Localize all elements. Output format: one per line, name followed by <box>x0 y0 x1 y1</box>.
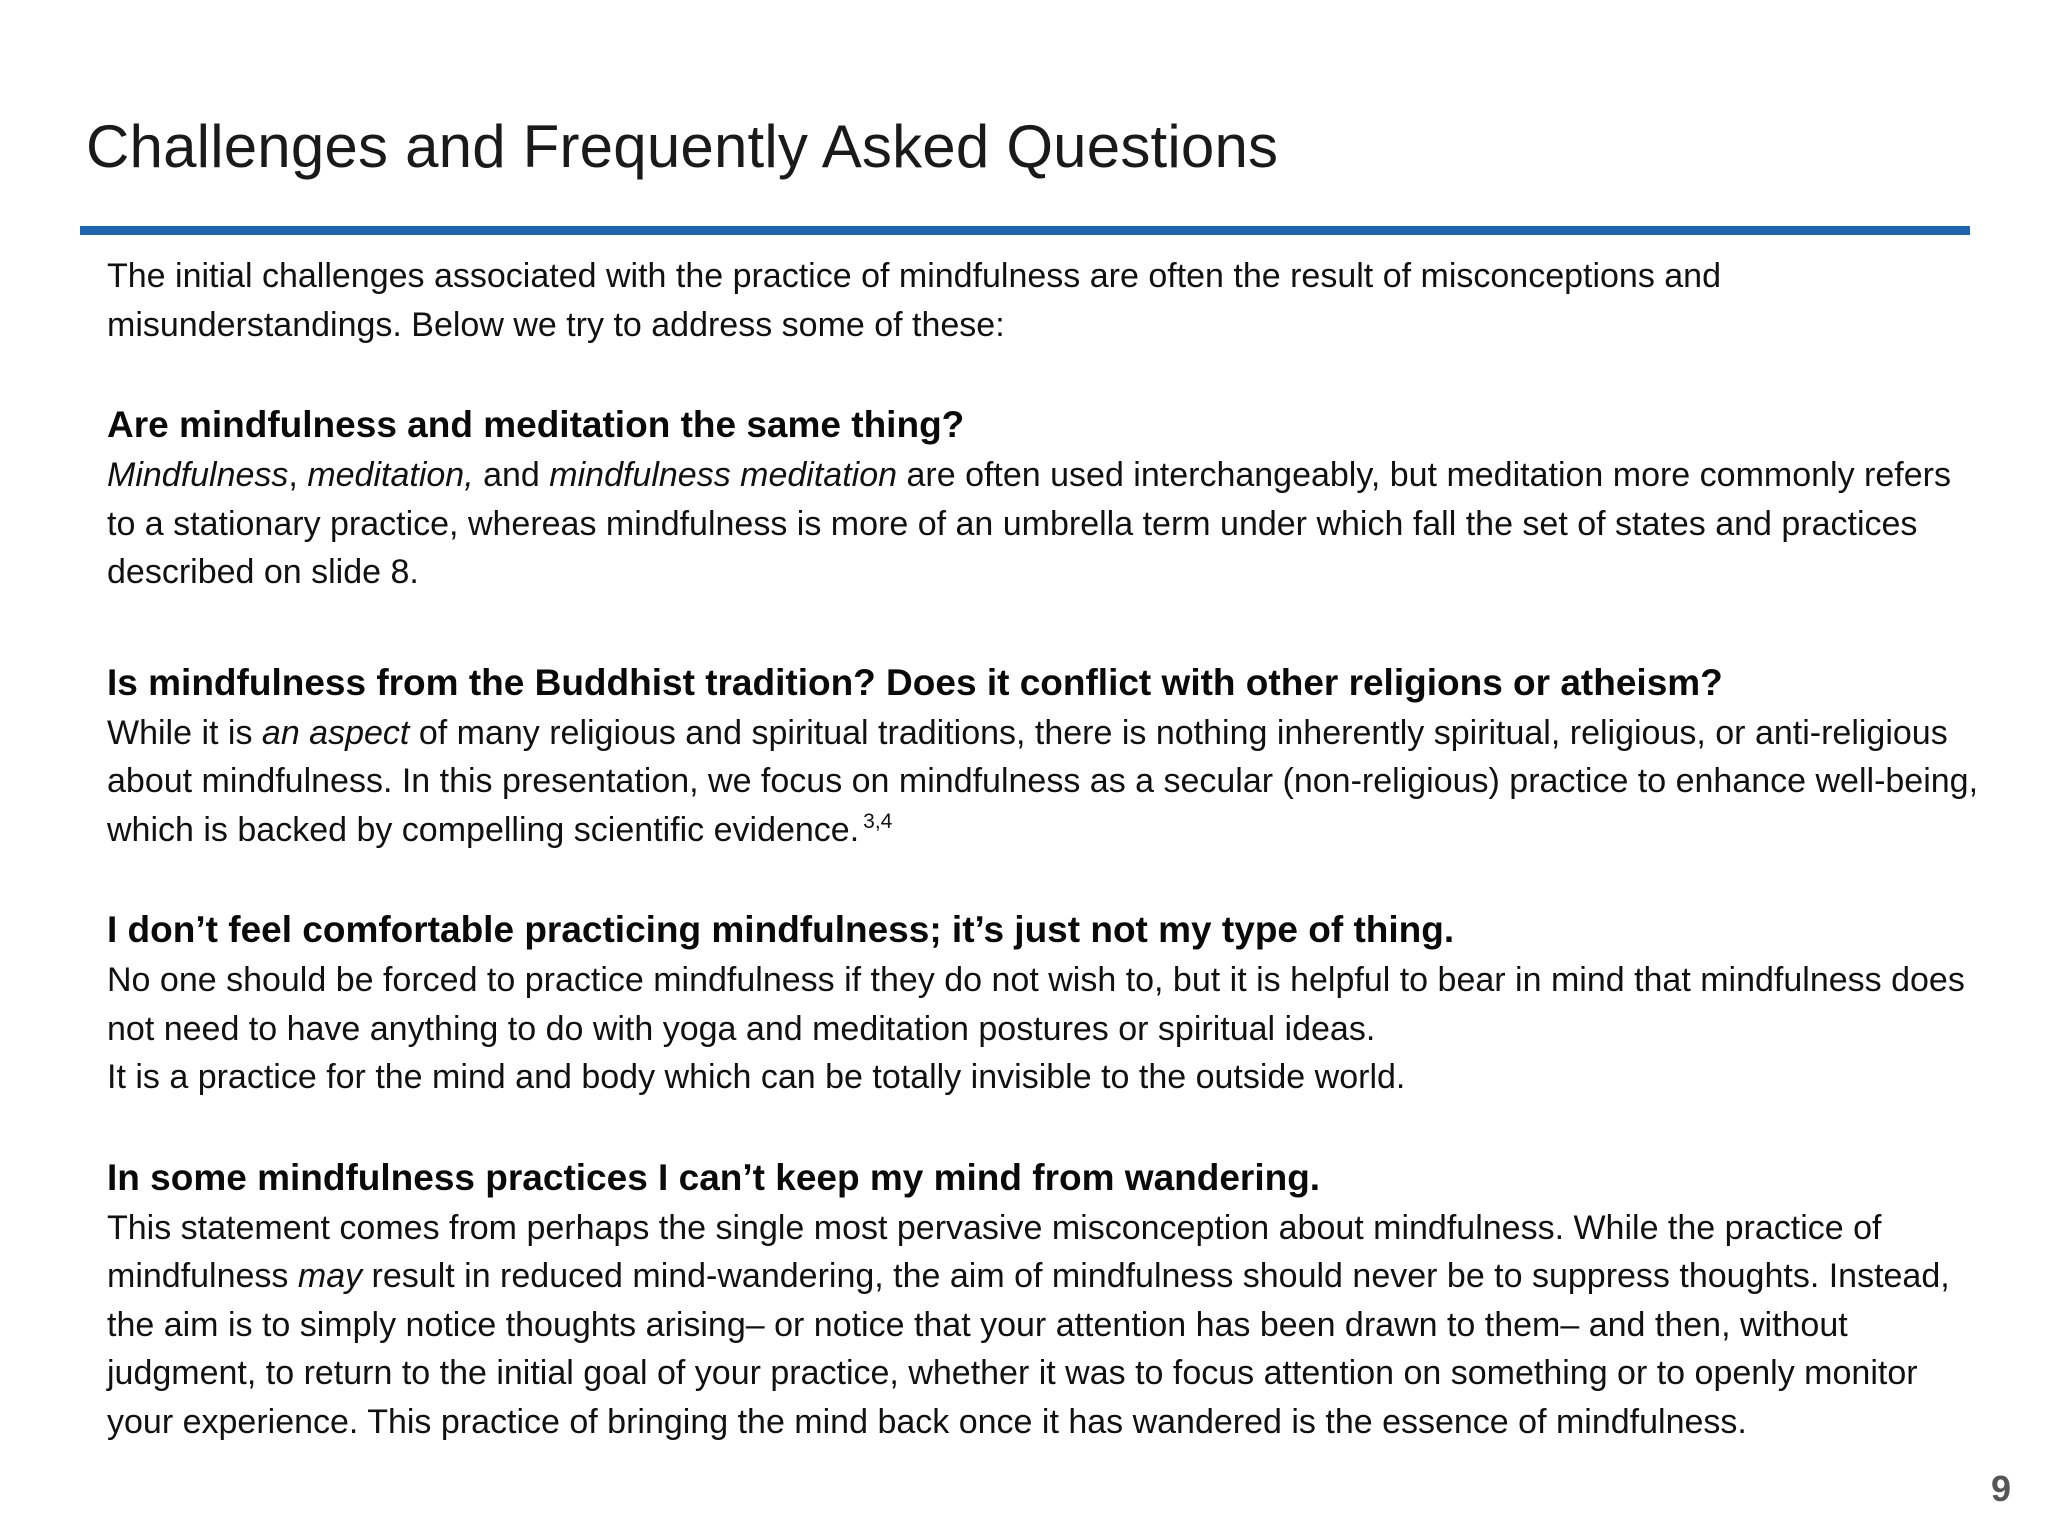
faq-answer <box>107 709 1987 855</box>
faq-question: Is mindfulness from the Buddhist tradition? Does it conflict with other religions or atheism? <box>107 661 1723 703</box>
reference-superscript: 3,4 <box>863 810 893 834</box>
page-number: 9 <box>1990 1468 2011 1509</box>
slide-title: Challenges and Frequently Asked Questions <box>86 113 1279 180</box>
answer-text: This statement comes from perhaps the single most pervasive misconception about mindfulness. While the practice of mindfulness <box>107 1208 1882 1295</box>
faq-item-buddhist-tradition <box>107 657 1987 855</box>
answer-text: and <box>473 456 550 494</box>
intro-paragraph: The initial challenges associated with the practice of mindfulness are often the result of misconceptions and misunderstandings. Below we try to address some of these: <box>107 257 1722 344</box>
faq-answer: No one should be forced to practice mindfulness if they do not wish to, but it is helpful to bear in mind that mindfulness does not need to have anything to do with yoga and meditation postures or spiritual ideas. <box>107 961 1965 1048</box>
answer-term: Mindfulness <box>107 456 289 494</box>
answer-text: , <box>288 456 308 494</box>
answer-term: meditation, <box>307 456 474 494</box>
answer-text: While it is <box>107 713 262 752</box>
answer-text: are often used interchangeably, but meditation more commonly refers to a stationary practice, whereas mindfulness is more of an umbrella term under which fall the set of states and practices described on slide 8. <box>107 456 1951 591</box>
title-divider <box>80 226 1970 235</box>
slide-body <box>107 252 1987 1496</box>
faq-question: In some mindfulness practices I can’t keep my mind from wandering. <box>107 1156 1321 1198</box>
faq-item-not-comfortable <box>107 904 1987 1102</box>
faq-answer <box>107 451 1987 597</box>
answer-text: of many religious and spiritual traditions, there is nothing inherently spiritual, religious, or anti-religious about mindfulness. In this presentation, we focus on mindfulness as a secular (non-religious) practice to enhance well-being, which is backed by compelling scientific evidence. <box>107 713 1979 849</box>
faq-item-same-thing <box>107 399 1987 597</box>
faq-item-mind-wandering <box>107 1152 1987 1447</box>
faq-question: I don’t feel comfortable practicing mindfulness; it’s just not my type of thing. <box>107 909 1455 950</box>
answer-emphasis: may <box>297 1257 363 1295</box>
faq-answer-continued: It is a practice for the mind and body which can be totally invisible to the outside world. <box>107 1058 1406 1096</box>
faq-question: Are mindfulness and meditation the same thing? <box>107 404 965 445</box>
answer-text: result in reduced mind-wandering, the aim of mindfulness should never be to suppress thoughts. Instead, the aim is to simply notice thoughts arising– or notice that your attention has been drawn to them– and then, without judgment, to return to the initial goal of your practice, whether it was to focus attention on something or to openly monitor your experience. This practice of bringing the mind back once it has wandered is the essence of mindfulness. <box>107 1257 1950 1441</box>
faq-answer <box>107 1204 1987 1447</box>
answer-emphasis: an aspect <box>261 713 410 752</box>
answer-term: mindfulness meditation <box>549 456 898 494</box>
